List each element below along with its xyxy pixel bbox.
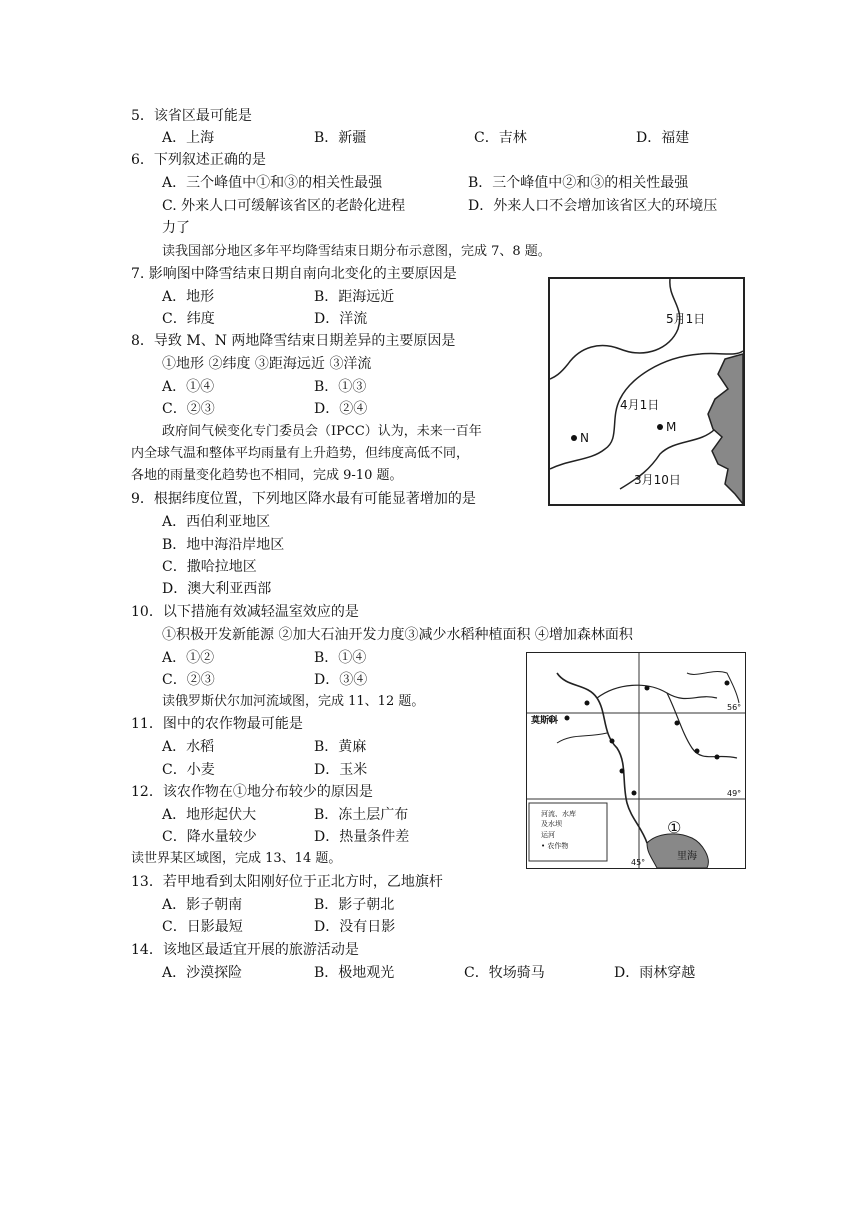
- q9-option-d: D．澳大利亚西部: [162, 581, 272, 597]
- q12-option-b: B．冻土层广布: [314, 807, 409, 823]
- q11-stem: 11．图中的农作物最可能是: [131, 716, 303, 732]
- snowfall-end-date-map: [548, 277, 745, 506]
- q10-items: ①积极开发新能源 ②加大石油开发力度③减少水稻种植面积 ④增加森林面积: [162, 627, 633, 643]
- q13-option-a: A．影子朝南: [162, 897, 243, 913]
- q10-option-a: A．①②: [162, 650, 215, 666]
- tributary-oka: [557, 733, 607, 743]
- crop-dot: [610, 739, 615, 744]
- legend-dam: 及水坝: [541, 820, 562, 828]
- q7-option-c: C．纬度: [162, 311, 215, 327]
- q13-option-b: B．影子朝北: [314, 897, 395, 913]
- volga-basin-map: [526, 652, 746, 869]
- q9-option-c: C．撒哈拉地区: [162, 559, 257, 575]
- q14-option-a: A．沙漠探险: [162, 965, 243, 981]
- crop-dot: [695, 749, 700, 754]
- crop-dot: [675, 721, 680, 726]
- q12-option-a: A．地形起伏大: [162, 807, 257, 823]
- label-lat49: 49°: [727, 789, 742, 798]
- q10-option-c: C．②③: [162, 672, 215, 688]
- q6-option-b: B．三个峰值中②和③的相关性最强: [468, 175, 689, 191]
- intro-q9-10-line1: 政府间气候变化专门委员会（IPCC）认为，未来一百年: [162, 424, 482, 439]
- legend-canal: 运河: [541, 831, 555, 839]
- point-n: [571, 435, 577, 441]
- q7-option-a: A．地形: [162, 289, 215, 305]
- crop-dot: [715, 755, 720, 760]
- q12-option-c: C．降水量较少: [162, 829, 257, 845]
- q6-option-d-cont: 力了: [162, 220, 190, 236]
- intro-q13-14: 读世界某区域图，完成 13、14 题。: [131, 851, 342, 866]
- intro-q7-8: 读我国部分地区多年平均降雪结束日期分布示意图，完成 7、8 题。: [162, 244, 551, 259]
- intro-q11-12: 读俄罗斯伏尔加河流域图，完成 11、12 题。: [162, 694, 425, 709]
- q8-option-a: A．①④: [162, 379, 215, 395]
- legend-crop: • 农作物: [541, 842, 569, 850]
- tributary-north: [597, 685, 717, 698]
- q12-stem: 12．该农作物在①地分布较少的原因是: [131, 784, 373, 800]
- label-m: M: [666, 420, 677, 434]
- q5-option-c: C．吉林: [474, 130, 527, 146]
- q11-option-c: C．小麦: [162, 762, 215, 778]
- q5-option-b: B．新疆: [314, 130, 367, 146]
- q8-option-d: D．②④: [314, 401, 368, 417]
- q6-option-a: A．三个峰值中①和③的相关性最强: [162, 175, 383, 191]
- crop-dot: [585, 701, 590, 706]
- label-area-1: ①: [667, 818, 682, 837]
- q6-option-c: C. 外来人口可缓解该省区的老龄化进程: [162, 198, 406, 214]
- q11-option-d: D．玉米: [314, 762, 368, 778]
- q13-option-c: C．日影最短: [162, 919, 243, 935]
- label-may1: 5月1日: [666, 312, 706, 326]
- label-n: N: [580, 431, 589, 445]
- q5-option-d: D．福建: [636, 130, 690, 146]
- q12-option-d: D．热量条件差: [314, 829, 410, 845]
- q8-option-c: C．②③: [162, 401, 215, 417]
- label-apr1: 4月1日: [620, 398, 660, 412]
- q5-option-a: A．上海: [162, 130, 215, 146]
- q10-option-b: B．①④: [314, 650, 367, 666]
- point-m: [657, 424, 663, 430]
- q13-stem: 13．若甲地看到太阳刚好位于正北方时，乙地旗杆: [131, 874, 443, 890]
- q8-option-b: B．①③: [314, 379, 367, 395]
- legend-river: 河流、水库: [541, 810, 576, 818]
- q10-option-d: D．③④: [314, 672, 368, 688]
- label-lon45: 45°: [631, 858, 646, 867]
- label-mar10: 3月10日: [634, 473, 681, 487]
- q10-stem: 10．以下措施有效减轻温室效应的是: [131, 604, 359, 620]
- intro-q9-10-line2: 内全球气温和整体平均雨量有上升趋势，但纬度高低不同，: [131, 446, 470, 461]
- crop-dot: [725, 681, 730, 686]
- q9-stem: 9．根据纬度位置，下列地区降水最有可能显著增加的是: [131, 491, 476, 507]
- crop-dot: [565, 716, 570, 721]
- q9-option-a: A．西伯利亚地区: [162, 514, 271, 530]
- q7-stem: 7. 影响图中降雪结束日期自南向北变化的主要原因是: [131, 266, 457, 282]
- q13-option-d: D．没有日影: [314, 919, 396, 935]
- q6-stem: 6．下列叙述正确的是: [131, 152, 266, 168]
- q8-stem: 8．导致 M、N 两地降雪结束日期差异的主要原因是: [131, 333, 456, 349]
- crop-dot: [620, 769, 625, 774]
- q14-option-c: C．牧场骑马: [464, 965, 545, 981]
- intro-q9-10-line3: 各地的雨量变化趋势也不相同，完成 9-10 题。: [131, 468, 403, 483]
- crop-dot: [632, 791, 637, 796]
- q14-stem: 14．该地区最适宜开展的旅游活动是: [131, 942, 359, 958]
- q7-option-d: D．洋流: [314, 311, 368, 327]
- volga-map-drawing: [527, 653, 745, 868]
- q14-option-d: D．雨林穿越: [614, 965, 696, 981]
- q8-items: ①地形 ②纬度 ③距海远近 ③洋流: [162, 356, 372, 372]
- sea-area: [708, 354, 743, 504]
- q11-option-b: B．黄麻: [314, 739, 367, 755]
- snowfall-map-drawing: [550, 279, 743, 504]
- q5-stem: 5．该省区最可能是: [131, 108, 252, 124]
- q7-option-b: B．距海远近: [314, 289, 395, 305]
- q14-option-b: B．极地观光: [314, 965, 395, 981]
- q9-option-b: B．地中海沿岸地区: [162, 537, 285, 553]
- label-caspian: 里海: [677, 851, 697, 862]
- q11-option-a: A．水稻: [162, 739, 215, 755]
- q6-option-d: D．外来人口不会增加该省区大的环境压: [468, 198, 718, 214]
- label-lat56: 56°: [727, 703, 742, 712]
- crop-dot: [645, 686, 650, 691]
- label-moscow: 莫斯科: [531, 716, 559, 726]
